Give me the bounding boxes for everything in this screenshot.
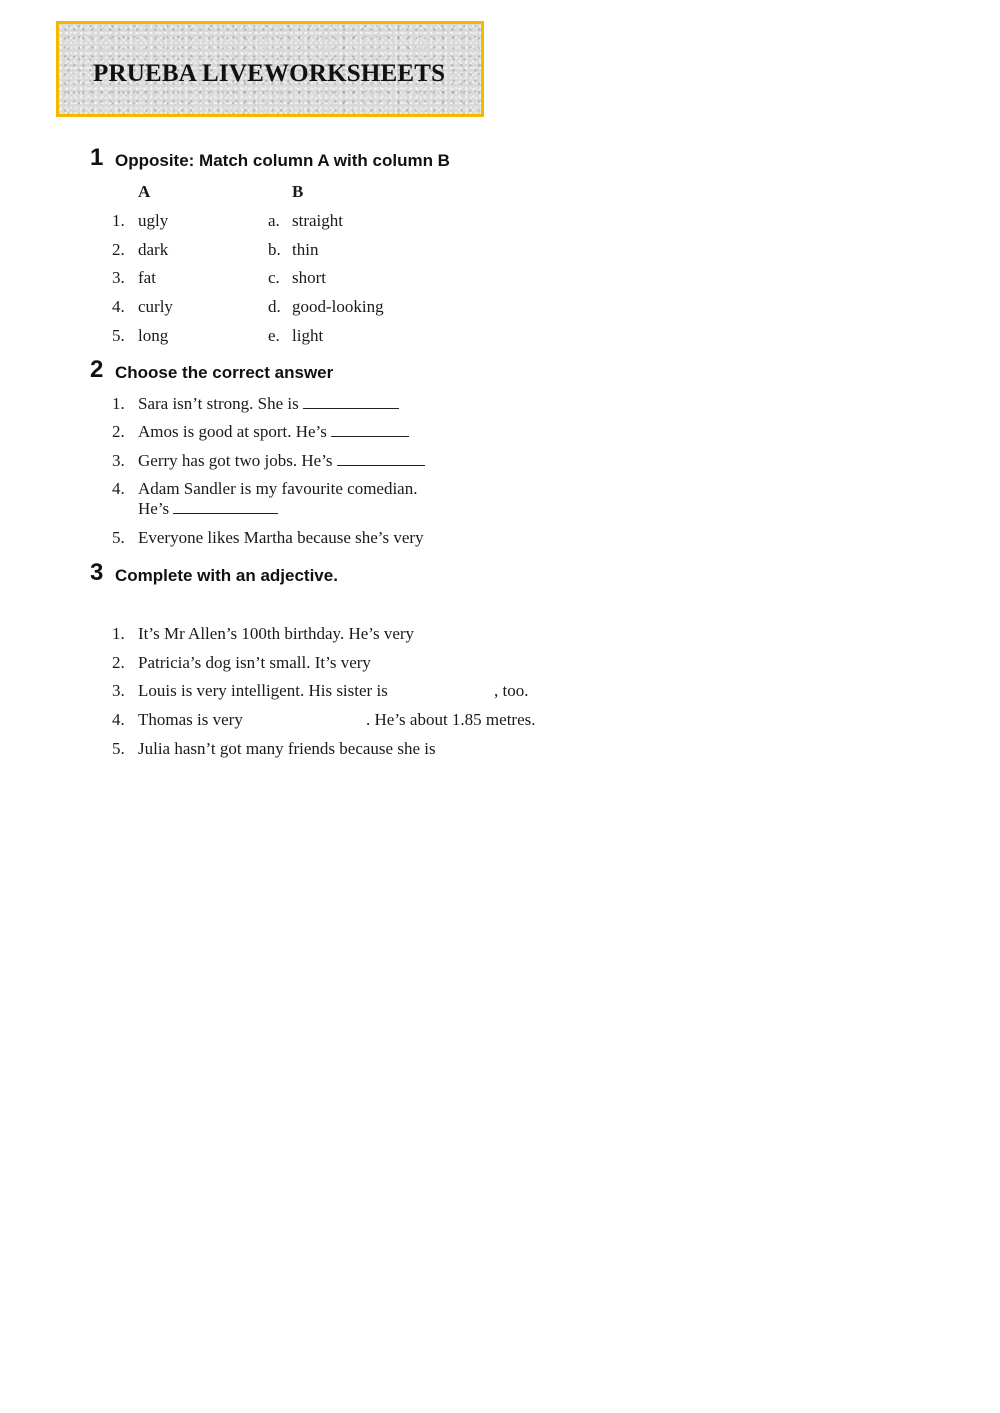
list-item-number: 5. bbox=[112, 326, 125, 345]
question-text: Gerry has got two jobs. He’s bbox=[138, 451, 425, 471]
question-number: 3. bbox=[112, 451, 125, 470]
list-item[interactable]: ugly bbox=[138, 211, 169, 230]
question-number: 4. bbox=[112, 479, 125, 498]
list-item-number: 3. bbox=[112, 268, 125, 287]
list-item-letter: e. bbox=[268, 326, 280, 345]
column-a-header: A bbox=[138, 182, 151, 201]
list-item-letter: c. bbox=[268, 268, 280, 287]
list-item-letter: a. bbox=[268, 211, 280, 230]
list-item-letter: b. bbox=[268, 240, 281, 259]
answer-dropdown[interactable] bbox=[173, 499, 278, 514]
question-text: Louis is very intelligent. His sister is bbox=[138, 681, 388, 700]
question-text-after: , too. bbox=[494, 681, 529, 700]
answer-dropdown[interactable] bbox=[303, 394, 399, 409]
list-item[interactable]: long bbox=[138, 326, 169, 345]
list-item-letter: d. bbox=[268, 297, 281, 316]
question-text: Amos is good at sport. He’s bbox=[138, 422, 409, 442]
answer-input[interactable] bbox=[400, 681, 490, 701]
question-number: 5. bbox=[112, 739, 125, 758]
question-text: It’s Mr Allen’s 100th birthday. He’s very bbox=[138, 624, 415, 643]
list-item-number: 4. bbox=[112, 297, 125, 316]
section-2-heading: Choose the correct answer bbox=[115, 363, 334, 382]
question-number: 2. bbox=[112, 422, 125, 441]
question-text-after: . He’s about 1.85 metres. bbox=[366, 710, 536, 729]
question-text: Sara isn’t strong. She is bbox=[138, 394, 399, 414]
question-number: 1. bbox=[112, 624, 125, 643]
question-text-continued: He’s bbox=[138, 499, 278, 519]
section-2-number: 2 bbox=[90, 356, 104, 383]
question-number: 5. bbox=[112, 528, 125, 547]
list-item-number: 1. bbox=[112, 211, 125, 230]
question-number: 3. bbox=[112, 681, 125, 700]
answer-dropdown[interactable] bbox=[331, 422, 409, 437]
worksheet-title: PRUEBA LIVEWORKSHEETS bbox=[93, 60, 446, 87]
list-item[interactable]: dark bbox=[138, 240, 169, 259]
list-item[interactable]: good-looking bbox=[292, 297, 384, 316]
section-1-heading: Opposite: Match column A with column B bbox=[115, 151, 450, 170]
list-item[interactable]: short bbox=[292, 268, 326, 287]
section-3-heading: Complete with an adjective. bbox=[115, 566, 338, 585]
question-number: 4. bbox=[112, 710, 125, 729]
question-text: Julia hasn’t got many friends because she is bbox=[138, 739, 436, 758]
answer-input[interactable] bbox=[252, 710, 360, 730]
list-item[interactable]: fat bbox=[138, 268, 156, 287]
section-1-number: 1 bbox=[90, 144, 104, 171]
column-b-header: B bbox=[292, 182, 304, 201]
section-3-number: 3 bbox=[90, 559, 104, 586]
question-text: Patricia’s dog isn’t small. It’s very bbox=[138, 653, 371, 672]
list-item[interactable]: straight bbox=[292, 211, 343, 230]
answer-dropdown[interactable] bbox=[337, 451, 425, 466]
question-text: Thomas is very bbox=[138, 710, 243, 729]
list-item[interactable]: thin bbox=[292, 240, 319, 259]
list-item[interactable]: curly bbox=[138, 297, 173, 316]
list-item-number: 2. bbox=[112, 240, 125, 259]
question-text: Everyone likes Martha because she’s very bbox=[138, 528, 424, 547]
question-number: 1. bbox=[112, 394, 125, 413]
list-item[interactable]: light bbox=[292, 326, 324, 345]
question-number: 2. bbox=[112, 653, 125, 672]
question-text: Adam Sandler is my favourite comedian. bbox=[138, 479, 418, 498]
title-banner bbox=[56, 21, 484, 117]
